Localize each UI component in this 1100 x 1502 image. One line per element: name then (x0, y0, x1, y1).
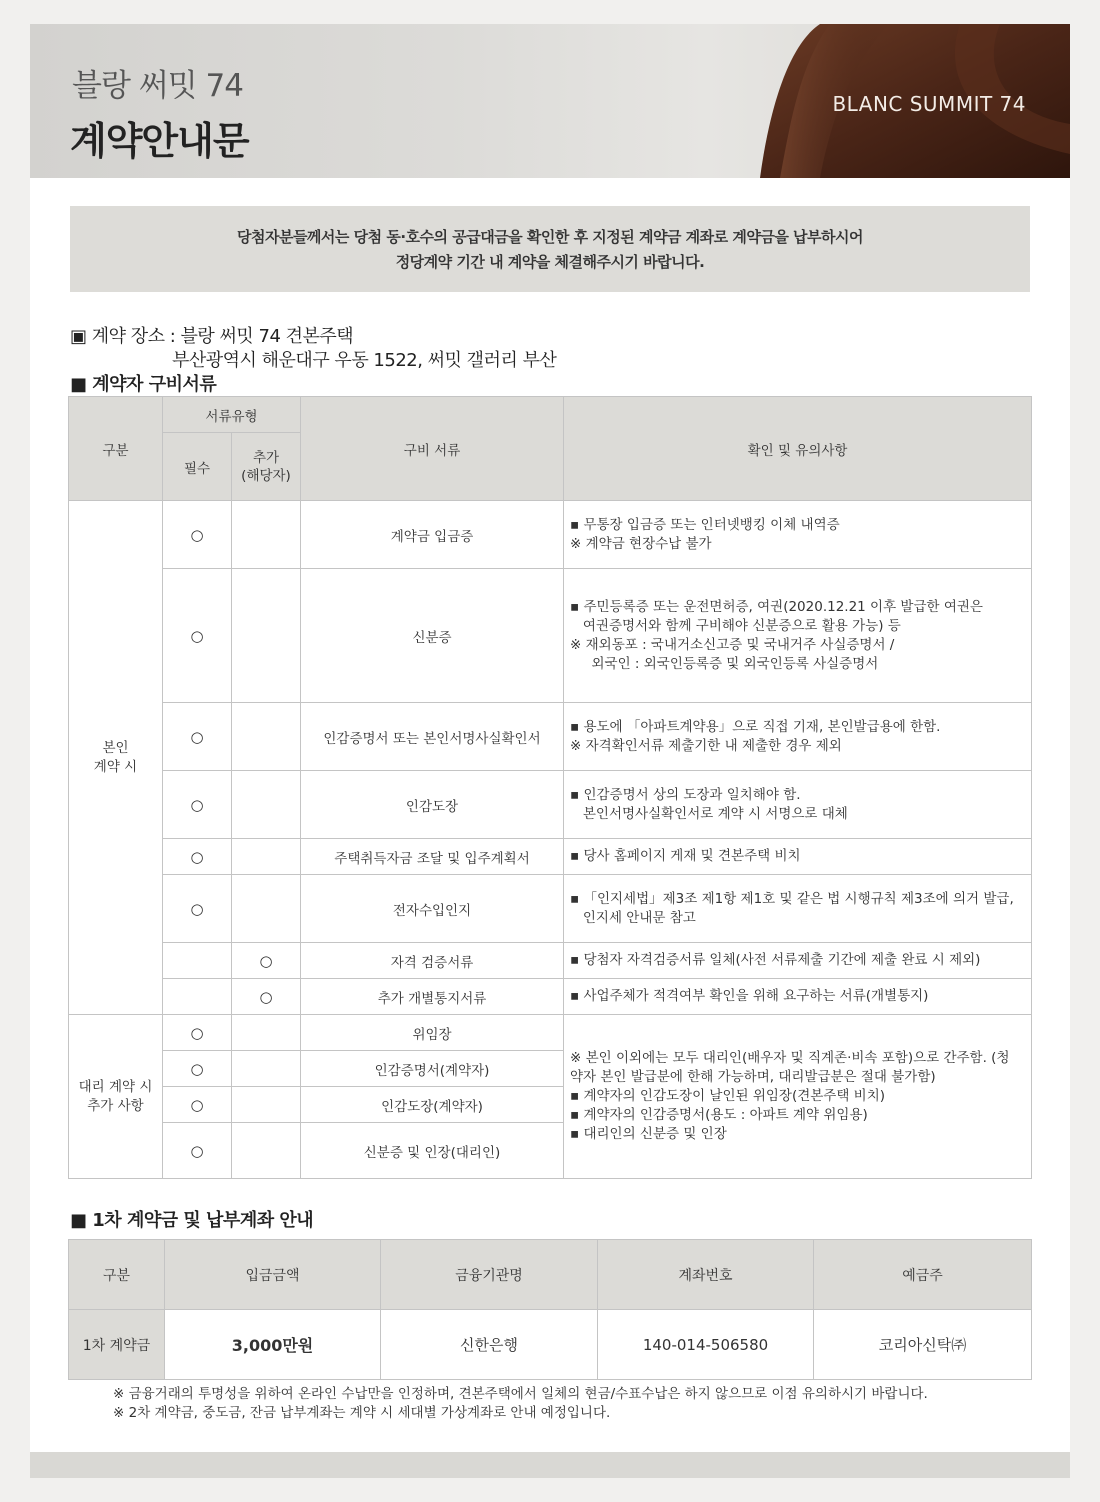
document-name: 주택취득자금 조달 및 입주계획서 (301, 839, 564, 875)
additional-mark (232, 875, 301, 943)
acct-category: 1차 계약금 (69, 1310, 165, 1380)
account-section-title: ■ 1차 계약금 및 납부계좌 안내 (70, 1210, 314, 1231)
footnote-2: ※ 2차 계약금, 중도금, 잔금 납부계좌는 계약 시 세대별 가상계좌로 안내 예정입니다. (113, 1405, 611, 1421)
bottom-bar (30, 1452, 1070, 1478)
additional-mark: ○ (232, 943, 301, 979)
document-name: 전자수입인지 (301, 875, 564, 943)
document-note: ▪ 당사 홈페이지 게재 및 견본주택 비치 (564, 839, 1032, 875)
table-row (69, 943, 1032, 979)
additional-mark (232, 501, 301, 569)
document-name: 인감도장(계약자) (301, 1087, 564, 1123)
footnote-1: ※ 금융거래의 투명성을 위하여 온라인 수납만을 인정하며, 견본주택에서 일체의 현금/수표수납은 하지 않으므로 이점 유의하시기 바랍니다. (113, 1386, 928, 1402)
table-row (69, 501, 1032, 569)
required-mark: ○ (163, 501, 232, 569)
notice-line-1: 당첨자분들께서는 당첨 동·호수의 공급대금을 확인한 후 지정된 계약금 계좌로 계약금을 납부하시어 (236, 228, 863, 246)
account-table (68, 1239, 1032, 1380)
header-banner (30, 24, 1070, 178)
document-name: 인감증명서 또는 본인서명사실확인서 (301, 703, 564, 771)
additional-mark (232, 703, 301, 771)
required-mark: ○ (163, 703, 232, 771)
required-mark: ○ (163, 569, 232, 703)
acct-amount: 3,000만원 (165, 1310, 381, 1380)
document-name: 신분증 및 인장(대리인) (301, 1123, 564, 1179)
required-mark: ○ (163, 875, 232, 943)
acct-header-category: 구분 (69, 1240, 165, 1310)
required-mark: ○ (163, 1051, 232, 1087)
document-note: ▪ 무통장 입금증 또는 인터넷뱅킹 이체 내역증 ※ 계약금 현장수납 불가 (564, 501, 1032, 569)
required-mark: ○ (163, 1123, 232, 1179)
table-row (69, 1015, 1032, 1051)
document-name: 자격 검증서류 (301, 943, 564, 979)
required-mark: ○ (163, 1087, 232, 1123)
table-row (69, 875, 1032, 943)
page-title: 계약안내문 (70, 119, 249, 163)
document-name: 신분증 (301, 569, 564, 703)
acct-header-bank: 금융기관명 (381, 1240, 598, 1310)
acct-header-amount: 입금금액 (165, 1240, 381, 1310)
acct-bank: 신한은행 (381, 1310, 598, 1380)
docs-table (68, 396, 1032, 1179)
notice-box (70, 206, 1030, 292)
contract-place-address: 부산광역시 해운대구 우동 1522, 써밋 갤러리 부산 (172, 350, 557, 371)
required-mark: ○ (163, 1015, 232, 1051)
required-mark: ○ (163, 771, 232, 839)
agent-note: ※ 본인 이외에는 모두 대리인(배우자 및 직계존·비속 포함)으로 간주함. (청 약자 본인 발급분에 한해 가능하며, 대리발급분은 절대 불가함) ▪ 계약자의 인감도장이 날인된 위임장(견본주택 비치) ▪ 계약자의 인감증명서(용도 : 아파트 계약 위임용) ▪ 대리인의 신분증 및 인장 (564, 1015, 1032, 1179)
header-doc-type: 서류유형 (163, 397, 301, 433)
docs-section-title: ■ 계약자 구비서류 (70, 374, 217, 395)
additional-mark (232, 1087, 301, 1123)
table-row (69, 979, 1032, 1015)
table-row (69, 771, 1032, 839)
acct-header-account: 계좌번호 (598, 1240, 814, 1310)
document-note: ▪ 당첨자 자격검증서류 일체(사전 서류제출 기간에 제출 완료 시 제외) (564, 943, 1032, 979)
additional-mark (232, 839, 301, 875)
document-note: ▪ 「인지세법」제3조 제1항 제1호 및 같은 법 시행규칙 제3조에 의거 발급, 인지세 안내문 참고 (564, 875, 1032, 943)
additional-mark (232, 1123, 301, 1179)
additional-mark (232, 569, 301, 703)
contract-place-label: ▣ 계약 장소 : 블랑 써밋 74 견본주택 (70, 326, 354, 347)
notice-line-2: 정당계약 기간 내 계약을 체결해주시기 바랍니다. (395, 253, 705, 271)
document-note: ▪ 인감증명서 상의 도장과 일치해야 함. 본인서명사실확인서로 계약 시 서명으로 대체 (564, 771, 1032, 839)
document-name: 추가 개별통지서류 (301, 979, 564, 1015)
additional-mark (232, 771, 301, 839)
header-subtitle: 블랑 써밋 74 (72, 68, 243, 104)
acct-holder: 코리아신탁㈜ (814, 1310, 1032, 1380)
document-note: ▪ 용도에 「아파트계약용」으로 직접 기재, 본인발급용에 한함. ※ 자격확인서류 제출기한 내 제출한 경우 제외 (564, 703, 1032, 771)
header-documents: 구비 서류 (301, 397, 564, 501)
document-sheet (30, 24, 1070, 1478)
table-row (69, 703, 1032, 771)
header-required: 필수 (163, 433, 232, 501)
additional-mark: ○ (232, 979, 301, 1015)
table-row (69, 569, 1032, 703)
required-mark (163, 943, 232, 979)
document-name: 계약금 입금증 (301, 501, 564, 569)
document-name: 인감증명서(계약자) (301, 1051, 564, 1087)
group-self-contract: 본인 계약 시 (69, 501, 163, 1015)
document-note: ▪ 사업주체가 적격여부 확인을 위해 요구하는 서류(개별통지) (564, 979, 1032, 1015)
document-name: 인감도장 (301, 771, 564, 839)
document-note: ▪ 주민등록증 또는 운전면허증, 여권(2020.12.21 이후 발급한 여권은 여권증명서와 함께 구비해야 신분증으로 활용 가능) 등 ※ 재외동포 : 국내거소신고증 및 국내거주 사실증명서 / 외국인 : 외국인등록증 및 외국인등록 사실증명서 (564, 569, 1032, 703)
additional-mark (232, 1051, 301, 1087)
acct-number: 140-014-506580 (598, 1310, 814, 1380)
additional-mark (232, 1015, 301, 1051)
required-mark (163, 979, 232, 1015)
brand-name: BLANC SUMMIT 74 (832, 92, 1026, 116)
contract-place (70, 322, 557, 371)
header-notes: 확인 및 유의사항 (564, 397, 1032, 501)
table-row (69, 839, 1032, 875)
document-name: 위임장 (301, 1015, 564, 1051)
acct-header-holder: 예금주 (814, 1240, 1032, 1310)
required-mark: ○ (163, 839, 232, 875)
group-agent-contract: 대리 계약 시 추가 사항 (69, 1015, 163, 1179)
header-category: 구분 (69, 397, 163, 501)
header-additional: 추가 (해당자) (232, 433, 301, 501)
